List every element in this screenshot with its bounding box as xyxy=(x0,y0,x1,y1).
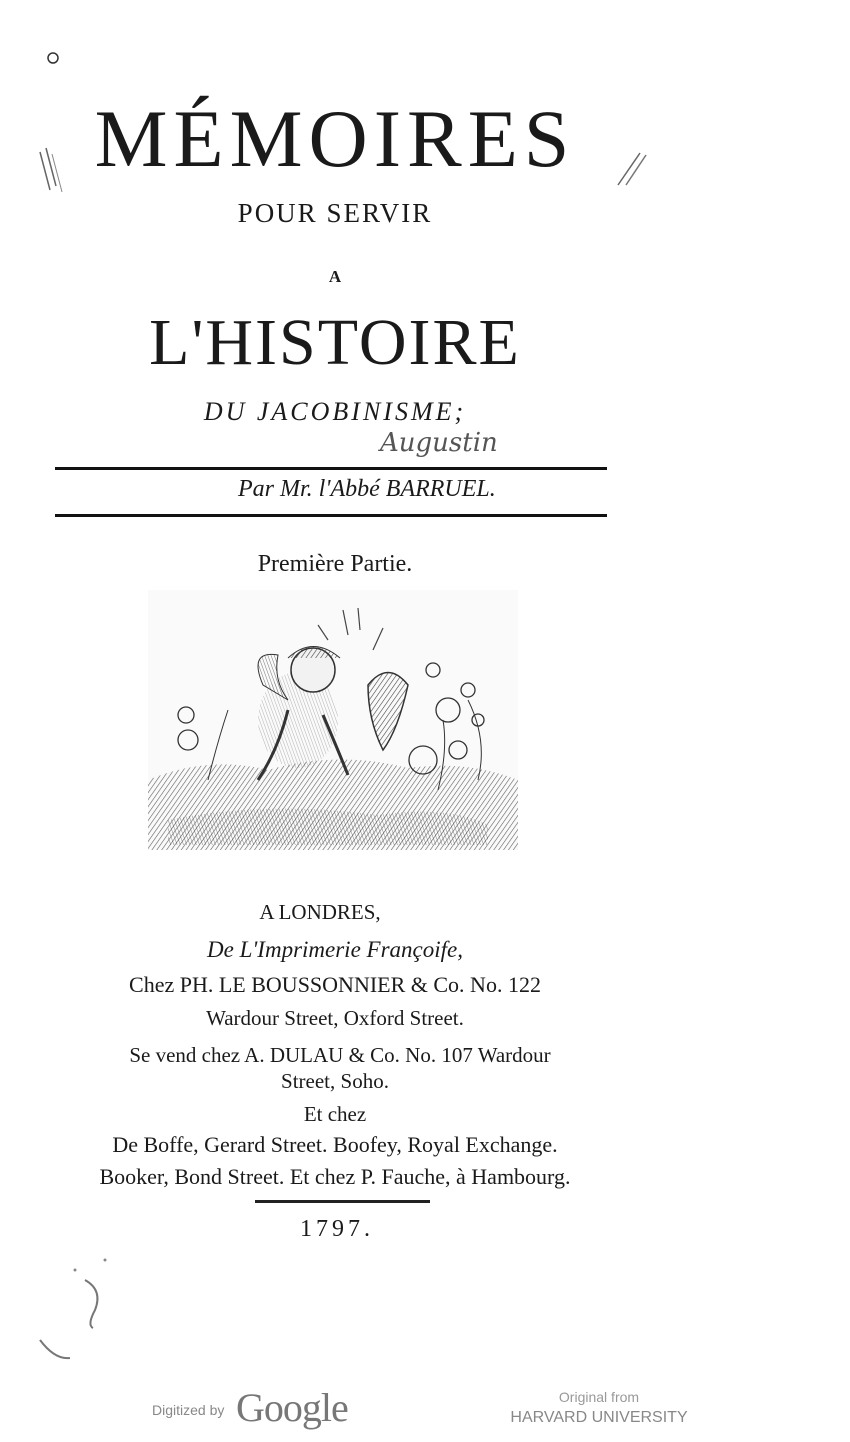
handwritten-annotation: Augustin xyxy=(380,428,498,458)
imprint-vend2: Street, Soho. xyxy=(281,1069,389,1093)
author-line: Par Mr. l'Abbé BARRUEL. xyxy=(238,476,496,502)
footer-library: HARVARD UNIVERSITY xyxy=(510,1409,688,1426)
subtitle-jacobinisme: DU JACOBINISME; xyxy=(203,397,467,426)
subtitle-pour-servir: POUR SERVIR xyxy=(237,198,433,228)
footer-google-logo: Google xyxy=(236,1385,348,1430)
date-rule xyxy=(255,1200,430,1203)
footer-digitized-by: Digitized by xyxy=(152,1402,225,1418)
imprint-et-chez: Et chez xyxy=(303,1102,367,1126)
publication-year: 1797. xyxy=(300,1216,374,1242)
imprint-chez: Chez PH. LE BOUSSONNIER & Co. No. 122 xyxy=(129,972,541,997)
imprint-booksellers-2: Booker, Bond Street. Et chez P. Fauche, à Hambourg. xyxy=(99,1164,571,1189)
footer-original-from: Original from xyxy=(558,1389,640,1405)
top-rule xyxy=(55,467,607,470)
cherub-vignette-icon xyxy=(148,590,518,850)
bottom-rule xyxy=(55,514,607,517)
subtitle-a: A xyxy=(328,267,342,286)
stray-marks-icon xyxy=(35,1250,125,1370)
part-label: Première Partie. xyxy=(257,551,413,577)
imprint-street: Wardour Street, Oxford Street. xyxy=(206,1006,464,1030)
circle-mark-icon xyxy=(45,50,61,66)
imprint-booksellers-1: De Boffe, Gerard Street. Boofey, Royal Exchange. xyxy=(112,1132,558,1157)
imprint-printer: De L'Imprimerie Françoife, xyxy=(207,937,463,962)
book-title: MÉMOIRES xyxy=(94,93,576,184)
subtitle-histoire: L'HISTOIRE xyxy=(149,306,521,379)
imprint-city: A LONDRES, xyxy=(259,900,381,924)
imprint-vend: Se vend chez A. DULAU & Co. No. 107 Wardour xyxy=(129,1043,551,1067)
